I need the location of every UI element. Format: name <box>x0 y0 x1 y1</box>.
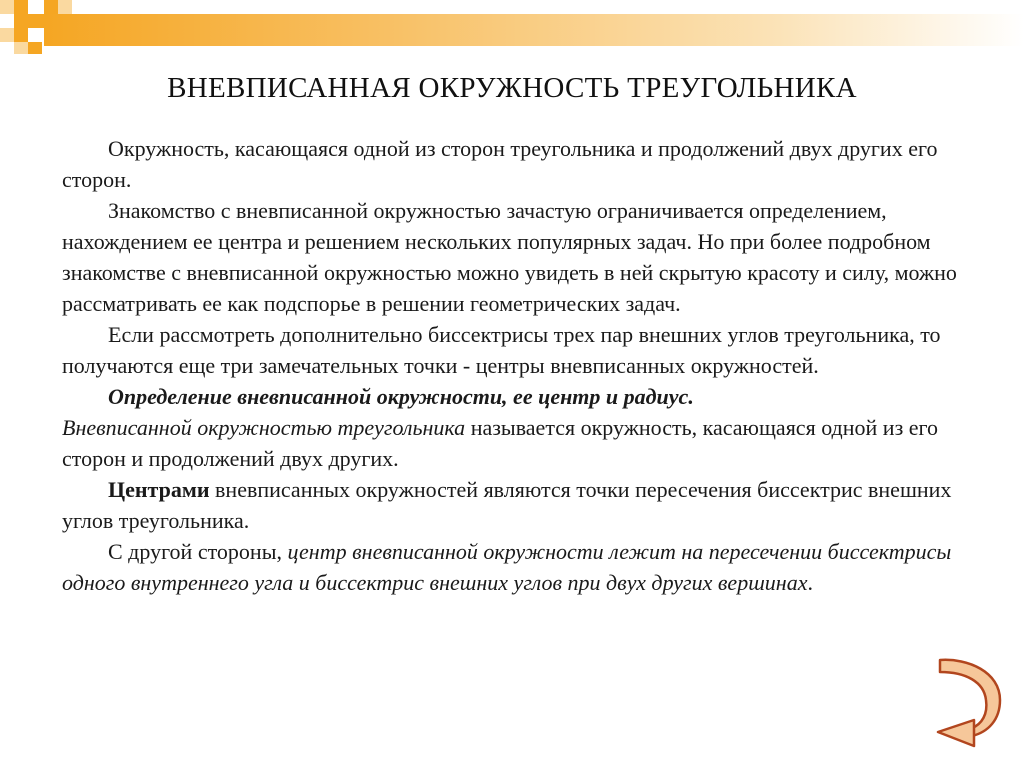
paragraph-centers <box>62 474 972 536</box>
paragraph-definition <box>62 412 972 474</box>
curved-return-arrow-icon[interactable] <box>934 656 1008 748</box>
header-gradient-bar <box>44 14 1024 46</box>
definition-text: называется окружность, касающаяся одной из его сторон и продолжений двух других. <box>62 415 939 471</box>
other-side-italic: центр вневписанной окружности лежит на пересечении биссектрисы одного внутреннего угла и биссектрис внешних углов при двух других вершинах <box>62 539 952 595</box>
slide-body <box>62 133 972 598</box>
other-side-end: . <box>807 570 813 595</box>
paragraph-other-side <box>62 536 972 598</box>
slide-title: ВНЕВПИСАННАЯ ОКРУЖНОСТЬ ТРЕУГОЛЬНИКА <box>167 72 857 104</box>
paragraph-intro: Окружность, касающаяся одной из сторон треугольника и продолжений двух других его сторон. <box>62 136 938 192</box>
definition-heading: Определение вневписанной окружности, ее центр и радиус. <box>108 384 694 409</box>
definition-term: Вневписанной окружностью треугольника <box>62 415 466 440</box>
centers-text: вневписанных окружностей являются точки пересечения биссектрис внешних углов треугольника. <box>62 477 952 533</box>
paragraph-bisectors: Если рассмотреть дополнительно биссектрисы трех пар внешних углов треугольника, то получаются еще три замечательных точки - центры вневписанных окружностей. <box>62 322 941 378</box>
paragraph-familiarity: Знакомство с вневписанной окружностью зачастую ограничивается определением, нахождением ее центра и решением нескольких популярных задач. Но при более подробном знакомстве с вневписанной окружностью можно увидеть в ней скрытую красоту и силу, можно рассматривать ее как подспорье в решении геометрических задач. <box>62 198 957 316</box>
centers-term: Центрами <box>108 477 210 502</box>
other-side-lead: С другой стороны, <box>108 539 288 564</box>
